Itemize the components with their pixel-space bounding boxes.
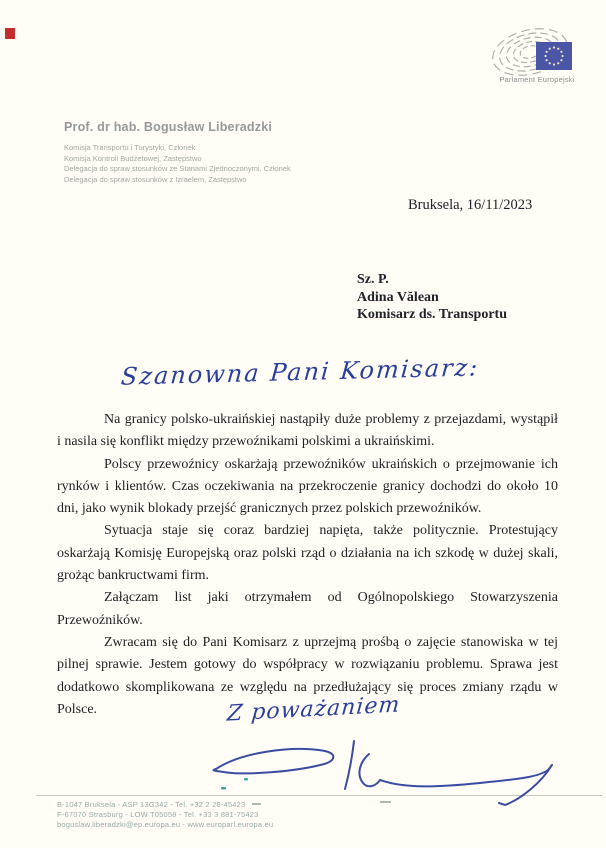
- ink-speck: [221, 778, 248, 790]
- handwritten-closing: Z poważaniem: [226, 692, 402, 727]
- footer-line: B-1047 Bruksela - ASP 13G342 - Tel. +32 2 28-45423: [57, 800, 246, 809]
- body-paragraph: Polscy przewoźnicy oskarżają przewoźników ukraińskich o przejmowanie ich rynków i klientów. Czas oczekiwania na przekroczenie granicy dochodzi do około 10 dni, jako wynik blokady przejść granicznych przez polskich przewoźników.: [57, 456, 558, 517]
- recipient-line: Komisarz ds. Transportu: [357, 307, 507, 322]
- hemicycle-icon: [478, 20, 596, 78]
- sender-roles: [64, 143, 291, 185]
- body-paragraph: Zwracam się do Pani Komisarz z uprzejmą prośbą o zajęcie stanowiska w tej pilnej sprawie. Jestem gotowy do współpracy w rozwiązaniu problemu. Sprawa jest dodatkowo skomplikowana ze względu na przedłużający się proces zmiany rządu w Polsce.: [57, 634, 558, 717]
- letter-body: [57, 409, 558, 721]
- european-parliament-logo: [478, 20, 596, 90]
- sender-role: Delegacja do spraw stosunków z Izraelem, Zastępstwo: [64, 174, 247, 184]
- sender-block: [64, 120, 291, 185]
- recipient-block: [357, 271, 507, 324]
- sender-name: Prof. dr hab. Bogusław Liberadzki: [64, 120, 273, 134]
- body-paragraph: Na granicy polsko-ukraińskiej nastąpiły duże problemy z przejazdami, wystąpił i nasila się konflikt między przewoźnikami polskimi a ukraińskimi.: [57, 412, 558, 450]
- scan-artifact-red-square: [5, 28, 15, 39]
- footer-line: boguslaw.liberadzki@ep.europa.eu - www.europarl.europa.eu: [57, 820, 274, 829]
- signature-scribble-icon: [100, 728, 570, 813]
- body-paragraph: Sytuacja staje się coraz bardziej napięta, także politycznie. Protestujący oskarżają Komisję Europejską oraz polski rząd o działania na ich szkodę w dużej skali, grożąc bankructwami firm.: [57, 523, 558, 584]
- body-paragraph: Załączam list jaki otrzymałem od Ogólnopolskiego Stowarzyszenia Przewoźników.: [57, 590, 558, 628]
- recipient-line: Sz. P.: [357, 272, 389, 287]
- sender-role: Komisja Transportu i Turystyki, Członek: [64, 143, 196, 152]
- handwritten-salutation: Szanowna Pani Komisarz:: [119, 353, 481, 391]
- recipient-line: Adina Vălean: [357, 289, 439, 305]
- sender-role: Komisja Kontroli Budżetowej, Zastępstwo: [64, 153, 202, 163]
- sender-role: Delegacja do spraw stosunków ze Stanami Zjednoczonymi, Członek: [64, 164, 291, 173]
- footer-line: F-67070 Strasburg - LOW T05058 - Tel. +33 3 881-75423: [57, 810, 259, 819]
- dateline: Bruksela, 16/11/2023: [408, 197, 533, 213]
- eu-flag-icon: [536, 42, 572, 70]
- logo-caption: Parlament Europejski: [499, 75, 575, 84]
